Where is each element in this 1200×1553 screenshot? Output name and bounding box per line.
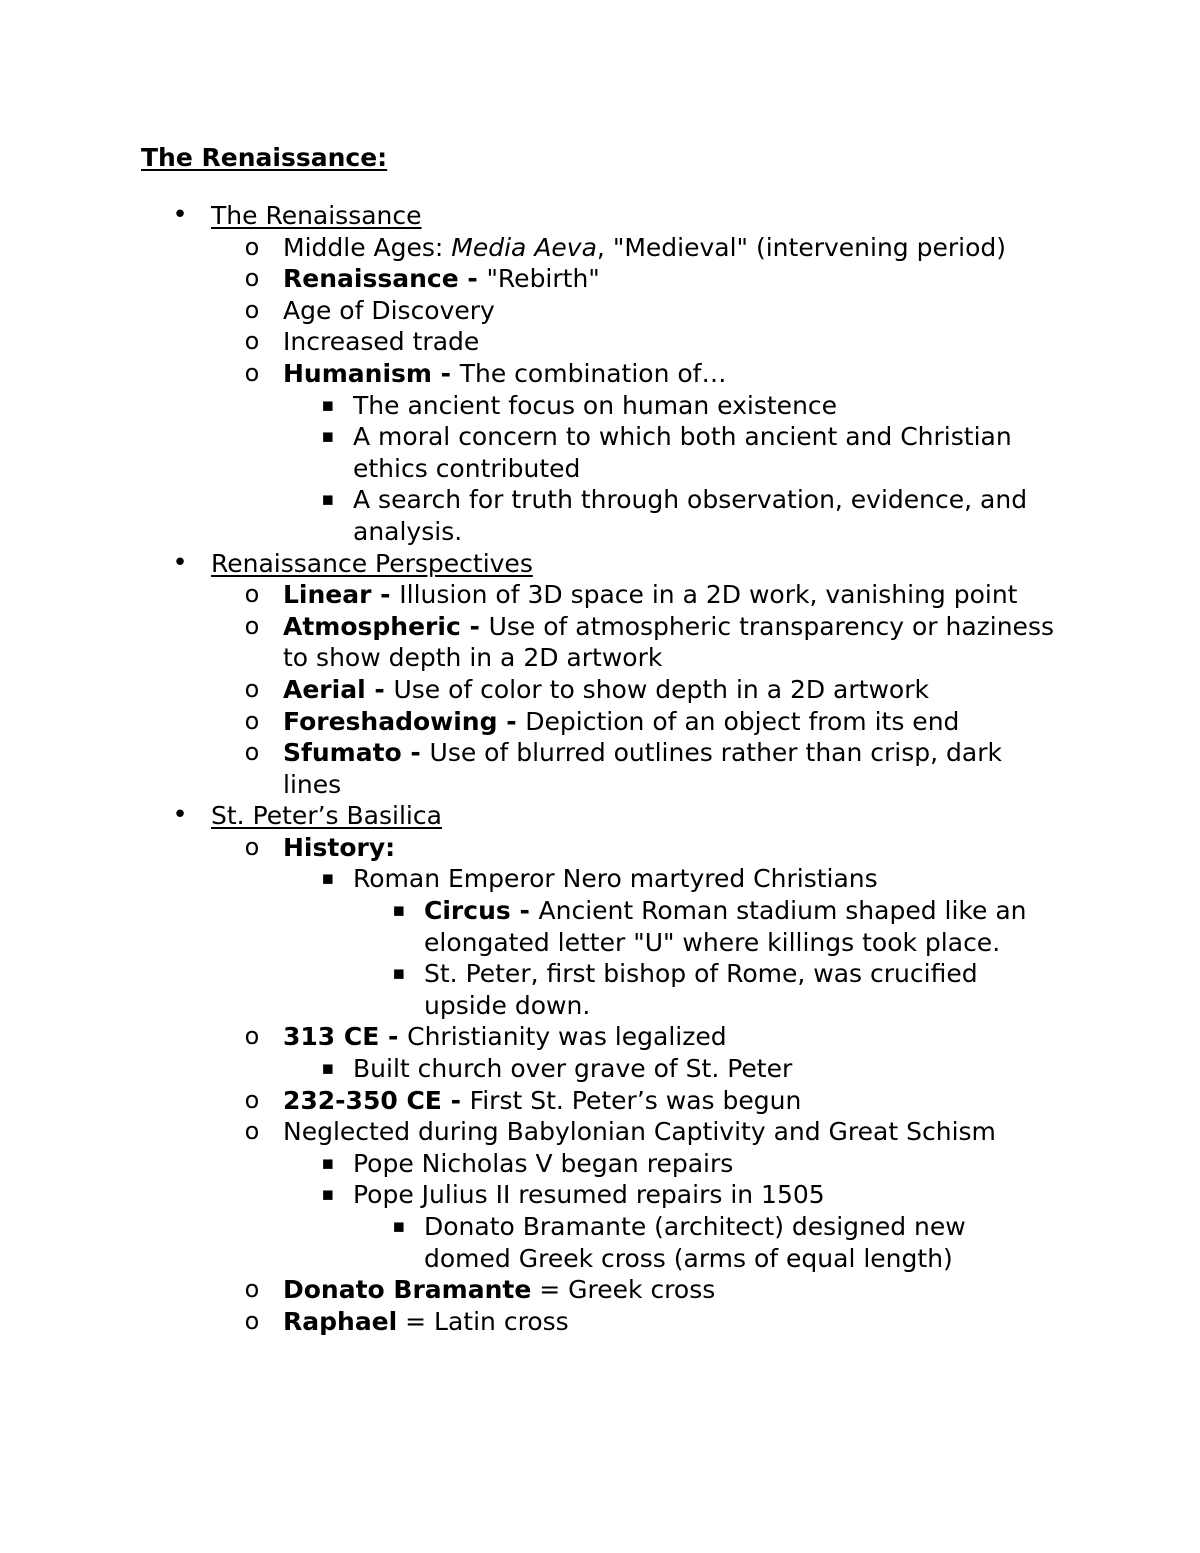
list-item [321, 484, 1063, 547]
list-item-text [283, 833, 395, 862]
section-heading-text: Renaissance Perspectives [211, 548, 533, 578]
bold-term: Linear - [283, 580, 400, 610]
text-run: Age of Discovery [283, 295, 495, 325]
bullet-square-icon: ▪ [392, 962, 406, 985]
text-run: Increased trade [283, 327, 480, 357]
text-run: Use of atmospheric transparency or haziness to show depth in a 2D artwork [283, 611, 1054, 673]
text-run: The combination of… [459, 358, 727, 388]
list-item [244, 674, 1063, 706]
list-item-text [211, 549, 533, 578]
list-item-text [424, 896, 1026, 957]
section-heading [172, 547, 1061, 580]
bullet-circle-icon: o [244, 1022, 260, 1051]
bullet-square-icon: ▪ [321, 393, 335, 416]
bullet-square-icon: ▪ [321, 1057, 335, 1080]
list-item [244, 1274, 1063, 1306]
list-item-text [283, 1117, 996, 1146]
section-heading [172, 800, 1061, 832]
list-item-text [211, 801, 442, 830]
bullet-circle-icon: o [244, 232, 260, 261]
list-item-text [283, 359, 726, 388]
list-item-text [283, 264, 600, 293]
bullet-circle-icon: o [244, 327, 260, 356]
list-item [244, 832, 1063, 864]
bullet-square-icon: ▪ [321, 867, 335, 890]
section-heading-text: St. Peter’s Basilica [211, 801, 442, 831]
list-item [244, 232, 1063, 264]
bold-term: Sfumato - [283, 738, 430, 768]
list-item-text [353, 1054, 792, 1083]
text-run: Use of color to show depth in a 2D artwork [393, 674, 929, 704]
text-run: Depiction of an object from its end [525, 706, 960, 736]
list-item [321, 1053, 1063, 1085]
bold-term: Renaissance - [283, 264, 487, 294]
text-run: Neglected during Babylonian Captivity and Great Schism [283, 1117, 996, 1147]
list-item [244, 1021, 1063, 1053]
list-item-text [283, 1275, 715, 1304]
list-item-text [283, 580, 1018, 609]
bullet-square-icon: ▪ [392, 899, 406, 922]
bold-term: Humanism - [283, 358, 460, 388]
bold-term: Donato Bramante [283, 1275, 532, 1305]
bold-term: 232-350 CE - [283, 1085, 470, 1115]
text-run: Roman Emperor Nero martyred Christians [353, 864, 878, 894]
list-item-text [424, 1212, 966, 1273]
list-item-text [353, 391, 837, 420]
text-run: The ancient focus on human existence [353, 390, 838, 420]
bold-term: Atmospheric - [283, 611, 489, 641]
list-item-text [283, 296, 495, 325]
bullet-square-icon: ▪ [321, 1183, 335, 1206]
list-item-text [283, 327, 479, 356]
bullet-square-icon: ▪ [321, 1151, 335, 1174]
text-run: First St. Peter’s was begun [469, 1085, 802, 1115]
list-item-text [211, 201, 422, 230]
list-item-text [283, 707, 959, 736]
list-item-text [353, 1149, 733, 1178]
list-item [244, 706, 1063, 738]
text-run: A search for truth through observation, evidence, and analysis. [353, 485, 1028, 546]
list-item [244, 326, 1063, 358]
list-item [244, 1085, 1063, 1117]
list-item-text [283, 233, 1006, 262]
bullet-circle-icon: o [244, 1085, 260, 1114]
bold-term: Aerial - [283, 674, 394, 704]
bullet-circle-icon: o [244, 738, 260, 767]
bullet-circle-icon: o [244, 1275, 260, 1304]
text-run: Donato Bramante (architect) designed new domed Greek cross (arms of equal length) [424, 1212, 966, 1273]
text-run: Illusion of 3D space in a 2D work, vanishing point [399, 580, 1018, 610]
list-item [321, 1179, 1063, 1211]
list-item-text [424, 959, 978, 1020]
list-item-text [283, 675, 929, 704]
bullet-square-icon: ▪ [392, 1215, 406, 1237]
text-run: Pope Julius II resumed repairs in 1505 [353, 1180, 825, 1210]
italic-term: Media Aeva [451, 232, 597, 262]
list-item-text [283, 738, 1002, 799]
list-item [321, 390, 1063, 422]
list-item [244, 579, 1063, 611]
bullet-disc-icon: • [172, 200, 188, 230]
list-item-text [353, 422, 1012, 483]
bold-term: History: [283, 832, 396, 862]
bullet-circle-icon: o [244, 706, 260, 735]
bullet-circle-icon: o [244, 1306, 260, 1335]
text-run: St. Peter, first bishop of Rome, was crucified upside down. [424, 959, 978, 1020]
section-heading [172, 200, 1061, 232]
text-run: = Greek cross [531, 1275, 716, 1305]
list-item-text [353, 864, 878, 893]
list-item [321, 1148, 1063, 1180]
list-item-text [283, 1307, 569, 1336]
list-item [244, 1306, 1063, 1338]
bold-term: Raphael [283, 1306, 398, 1336]
list-item [244, 737, 1063, 800]
text-run: Built church over grave of St. Peter [353, 1054, 793, 1084]
text-run: "Rebirth" [486, 264, 600, 294]
list-item-text [283, 1022, 727, 1051]
list-item-text [353, 1180, 825, 1209]
bullet-circle-icon: o [244, 295, 260, 324]
list-item-text [283, 612, 1054, 673]
text-run: Ancient Roman stadium shaped like an elongated letter "U" where killings took place. [424, 896, 1027, 957]
text-run: , "Medieval" (intervening period) [596, 232, 1006, 262]
bold-term: 313 CE - [283, 1022, 408, 1052]
text-run: A moral concern to which both ancient and Christian ethics contributed [353, 422, 1012, 483]
bullet-circle-icon: o [244, 358, 260, 387]
list-item-text [283, 1086, 801, 1115]
bullet-circle-icon: o [244, 611, 260, 640]
list-item [392, 958, 1044, 1021]
bullet-circle-icon: o [244, 832, 260, 861]
list-item [244, 611, 1063, 674]
bullet-square-icon: ▪ [321, 488, 335, 511]
bullet-disc-icon: • [172, 800, 188, 831]
bold-term: Circus - [424, 896, 539, 926]
section-heading-text: The Renaissance [211, 201, 422, 230]
list-item [392, 1211, 1044, 1274]
page-title: The Renaissance: [141, 143, 388, 172]
list-item [321, 421, 1063, 484]
outline-list [0, 200, 1200, 1337]
bullet-square-icon: ▪ [321, 425, 335, 448]
text-run: Pope Nicholas V began repairs [353, 1148, 734, 1178]
list-item [244, 1116, 1063, 1148]
text-run: Use of blurred outlines rather than crisp, dark lines [283, 738, 1002, 799]
text-run: Christianity was legalized [407, 1022, 727, 1052]
list-item [392, 895, 1044, 958]
bullet-circle-icon: o [244, 674, 260, 703]
bullet-circle-icon: o [244, 264, 260, 293]
list-item [321, 863, 1063, 895]
list-item [244, 358, 1063, 390]
list-item [244, 263, 1063, 295]
bullet-circle-icon: o [244, 580, 260, 609]
bullet-disc-icon: • [172, 547, 188, 578]
list-item [244, 295, 1063, 327]
text-run: Middle Ages: [283, 232, 452, 262]
text-run: = Latin cross [397, 1306, 569, 1336]
bold-term: Foreshadowing - [283, 706, 526, 736]
bullet-circle-icon: o [244, 1117, 260, 1146]
list-item-text [353, 485, 1027, 546]
